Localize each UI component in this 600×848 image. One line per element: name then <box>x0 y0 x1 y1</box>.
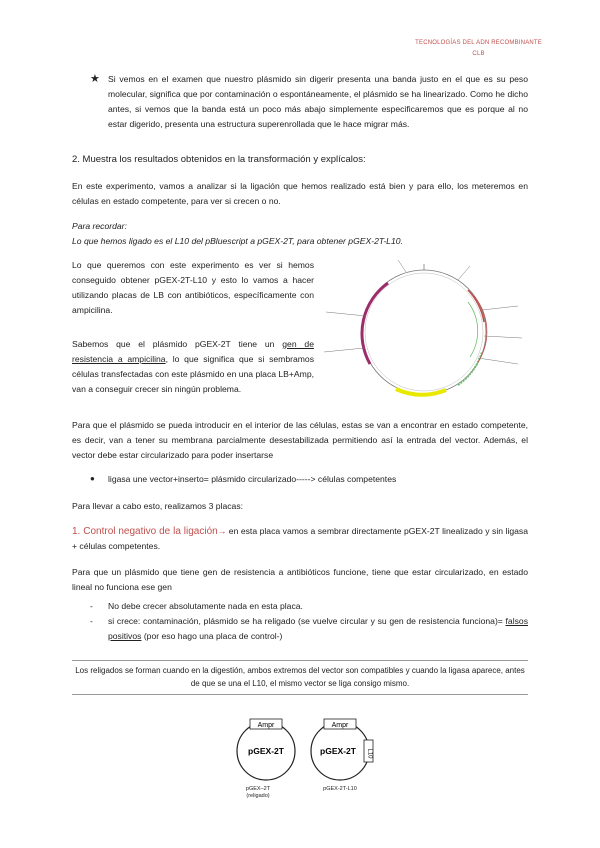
note-box: Los religados se forman cuando en la digestión, ambos extremos del vector son compatibles y cuando la ligasa aparece, antes de que se una el L10, el mismo vector se liga consigo mismo. <box>72 660 528 695</box>
plasmid-2-gene: Ampr <box>331 722 349 729</box>
bullet-dot-icon: ● <box>90 474 95 483</box>
paragraph-objective: Lo que queremos con este experimento es ver si hemos conseguido obtener pGEX-2T-L10 y esto lo vamos a hacer utilizando placas de LB con antibióticos, específicamente con ampicilina. <box>72 260 314 315</box>
paragraph-resistance <box>72 337 314 397</box>
plasmid-diagrams <box>228 716 378 786</box>
plasmid-with-insert <box>311 719 373 780</box>
control-label: 1. Control negativo de la ligación <box>72 526 218 537</box>
resistance-gene-underlined: gen de resistencia a ampicilina <box>72 339 314 364</box>
plasmid-1-caption-name: pGEX–2T <box>245 786 271 792</box>
plasmid-2-caption: pGEX-2T-L10 <box>323 786 357 792</box>
star-paragraph: Si vemos en el examen que nuestro plásmido sin digerir presenta una banda justo en el que es su peso molecular, significa que por contaminación o espontáneamente, el plásmido se ha linearizado. Como he dicho antes, si vemos que la banda está un poco más abajo simplemente especificaremos que es porque al no estar digerido, presenta una estructura superenrollada que le hace migrar más. <box>108 74 528 129</box>
plasmid-1-gene: Ampr <box>257 722 275 729</box>
header <box>415 38 542 60</box>
plasmid-1-name: pGEX-2T <box>248 746 284 756</box>
plasmid-2-insert: L10 <box>366 748 373 759</box>
recordar-block <box>72 219 528 249</box>
dash-item-2-tail: (por eso hago una placa de control-) <box>141 631 283 641</box>
falsos-positivos: falsos positivos <box>108 616 528 641</box>
section-title: 2. Muestra los resultados obtenidos en la transformación y explícalos: <box>72 154 366 165</box>
plasmid-1-subcaption: (religado) <box>246 793 270 799</box>
dash-item-2 <box>108 614 528 644</box>
paragraph-competent: Para que el plásmido se pueda introducir en el interior de las células, estas se van a encontrar en estado competente, es decir, van a tener su membrana parcialmente desestabilizada permitiendo así la entrada del vector. Además, el vector debe estar circularizado para poder insertarse <box>72 420 528 460</box>
paragraph-experiment: En este experimento, vamos a analizar si la ligación que hemos realizado está bien y para ello, los meteremos en células en estado competente, para ver si crecen o no. <box>72 181 528 206</box>
plasmid-1-caption <box>232 786 284 800</box>
dash-item-2-text: si crece: contaminación, plásmido se ha religado (se vuelve circular y su gen de resistencia funciona)= <box>108 616 506 626</box>
paragraph-plates: Para llevar a cabo esto, realizamos 3 placas: <box>72 501 244 511</box>
resistance-text-before: Sabemos que el plásmido pGEX-2T tiene un <box>72 339 283 349</box>
dash-item-1: No debe crecer absolutamente nada en esta placa. <box>108 601 303 611</box>
recordar-text: Lo que hemos ligado es el L10 del pBluescript a pGEX-2T, para obtener pGEX-2T-L10. <box>72 236 403 246</box>
star-bullet-icon: ★ <box>90 73 100 85</box>
dash-icon: - <box>90 601 93 611</box>
control-paragraph <box>72 524 528 554</box>
dash-icon: - <box>90 616 93 626</box>
paragraph-gene: Para que un plásmido que tiene gen de resistencia a antibióticos funcione, tiene que estar circularizado, en estado lineal no funciona ese gen <box>72 567 528 592</box>
header-initials: CLB <box>472 51 485 57</box>
plasmid-map-figure <box>318 252 530 412</box>
control-text: en esta placa vamos a sembrar directamente pGEX-2T linealizado y sin ligasa + células competentes. <box>72 526 528 551</box>
arrow-icon: → <box>217 526 227 536</box>
bullet-text: ligasa une vector+inserto= plásmido circularizado-----> células competentes <box>108 474 397 484</box>
plasmid-2-name: pGEX-2T <box>320 746 356 756</box>
header-title: TECNOLOGÍAS DEL ADN RECOMBINANTE <box>415 40 542 46</box>
recordar-label: Para recordar: <box>72 221 127 231</box>
plasmid-religado <box>237 719 295 780</box>
resistance-text-after: , lo que significa que si sembramos células transfectadas con este plásmido en una placa LB+Amp, van a conseguir crecer sin ningún problema. <box>72 354 314 394</box>
